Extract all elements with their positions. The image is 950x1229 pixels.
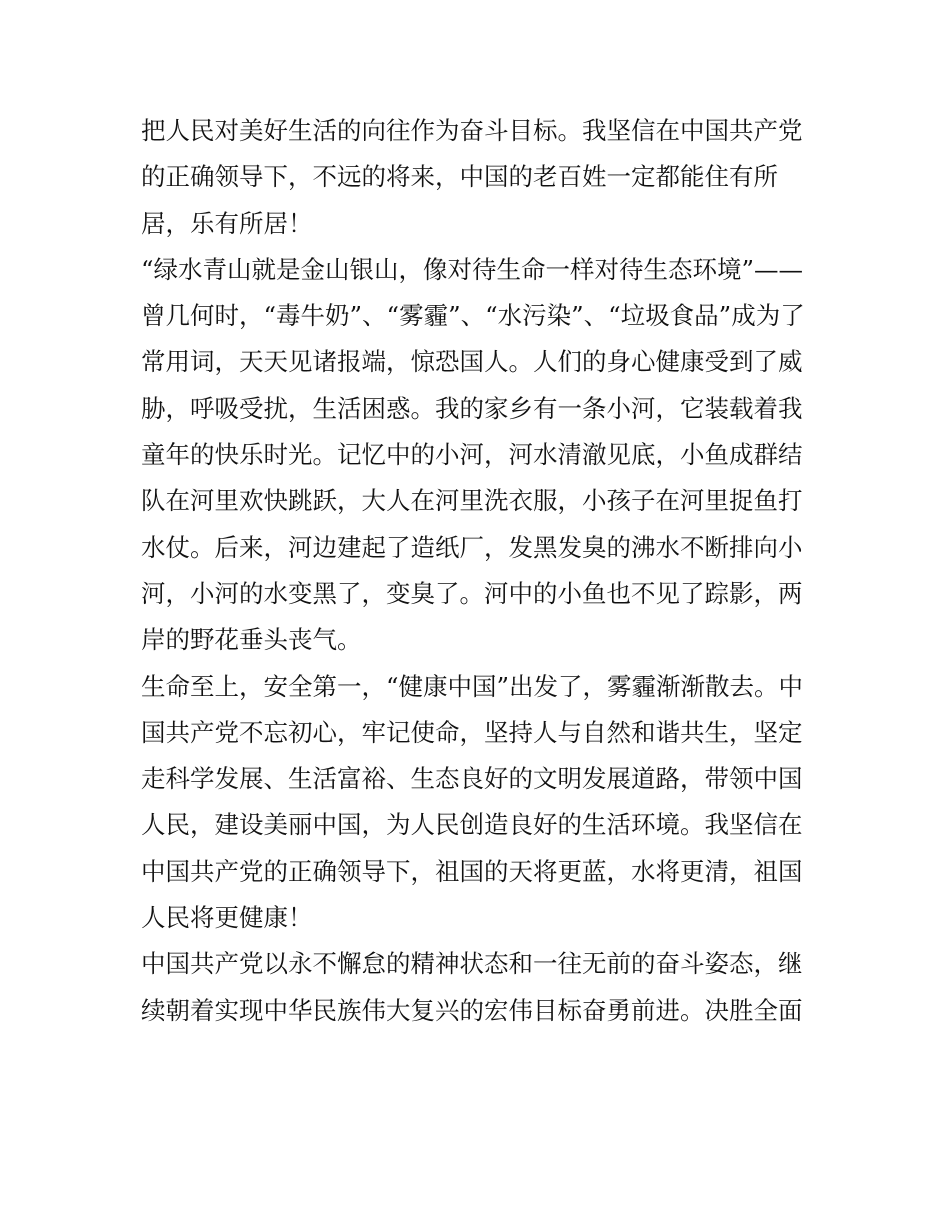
text-line: 国共产党不忘初心，牢记使命，坚持人与自然和谐共生，坚定 xyxy=(141,717,803,747)
text-line: 把人民对美好生活的向往作为奋斗目标。我坚信在中国共产党 xyxy=(141,116,803,145)
text-line: 走科学发展、生活富裕、生态良好的文明发展道路，带领中国 xyxy=(141,764,803,794)
text-line: 人民将更健康！ xyxy=(141,903,313,933)
text-line: 水仗。后来，河边建起了造纸厂，发黑发臭的沸水不断排向小 xyxy=(141,532,803,562)
text-line: 河，小河的水变黑了，变臭了。河中的小鱼也不见了踪影，两 xyxy=(141,578,803,608)
text-line: 常用词，天天见诸报端，惊恐国人。人们的身心健康受到了威 xyxy=(141,347,803,377)
text-line: 队在河里欢快跳跃，大人在河里洗衣服，小孩子在河里捉鱼打 xyxy=(141,486,803,516)
text-line: 续朝着实现中华民族伟大复兴的宏伟目标奋勇前进。决胜全面 xyxy=(141,995,803,1025)
text-line: “绿水青山就是金山银山，像对待生命一样对待生态环境”—— xyxy=(141,254,804,284)
text-line: 胁，呼吸受扰，生活困惑。我的家乡有一条小河，它装载着我 xyxy=(141,393,803,423)
text-line: 生命至上，安全第一，“健康中国”出发了，雾霾渐渐散去。中 xyxy=(141,671,804,701)
text-line: 岸的野花垂头丧气。 xyxy=(141,625,362,655)
text-line: 的正确领导下，不远的将来，中国的老百姓一定都能住有所 xyxy=(141,162,778,192)
text-line: 人民，建设美丽中国，为人民创造良好的生活环境。我坚信在 xyxy=(141,810,803,840)
text-line: 中国共产党的正确领导下，祖国的天将更蓝，水将更清，祖国 xyxy=(141,856,803,886)
text-line: 中国共产党以永不懈怠的精神状态和一往无前的奋斗姿态，继 xyxy=(141,949,803,979)
text-line: 居，乐有所居！ xyxy=(141,208,313,238)
text-line: 童年的快乐时光。记忆中的小河，河水清澈见底，小鱼成群结 xyxy=(141,440,803,470)
text-line: 曾几何时，“毒牛奶”、“雾霾”、“水污染”、“垃圾食品”成为了 xyxy=(141,301,805,331)
body-text xyxy=(141,108,813,1034)
